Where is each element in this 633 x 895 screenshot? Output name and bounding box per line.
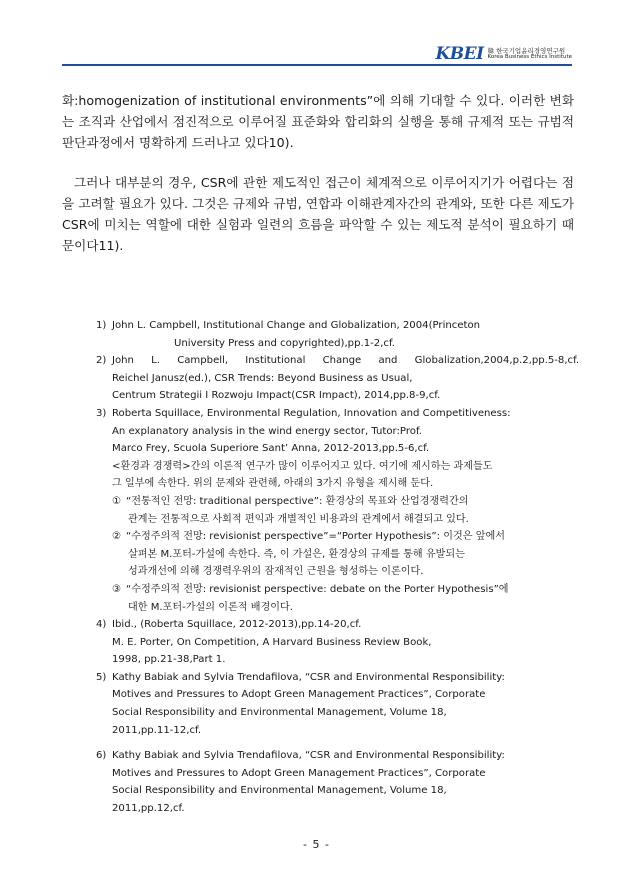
footnote-6: [96, 747, 550, 817]
footnote-line: [112, 493, 550, 511]
footnote-line: [112, 528, 550, 546]
footnote-3-item-3: [112, 581, 550, 616]
footnote-number: 3): [96, 407, 107, 419]
circled-number-2: ②: [112, 531, 122, 543]
footnote-line: 성과개선에 의해 경쟁력우위의 잠재적인 근원을 형성하는 이론이다.: [128, 566, 424, 578]
page-header: [62, 44, 572, 68]
footnote-number: 4): [96, 619, 107, 631]
footnote-line: Reichel Janusz(ed.), CSR Trends: Beyond Business as Usual,: [112, 372, 413, 384]
footnote-line: 1998, pp.21-38,Part 1.: [112, 654, 226, 666]
footnote-line: Motives and Pressures to Adopt Green Management Practices”, Corporate: [112, 767, 486, 779]
footnote-line: Social Responsibility and Environmental Management, Volume 18,: [112, 707, 447, 719]
footnote-3-item-2: [112, 528, 550, 581]
footnote-line: John L. Campbell, Institutional Change and Globalization,2004,p.2,pp.5-8,cf.: [112, 355, 580, 367]
footnote-line: 관계는 전통적으로 사회적 편익과 개별적인 비용과의 관계에서 해결되고 있다.: [128, 513, 469, 525]
footnote-line: Roberta Squillace, Environmental Regulation, Innovation and Competitiveness:: [112, 407, 511, 419]
page-number: - 5 -: [303, 838, 330, 851]
logo-korean-name: 韓 한국기업윤리경영연구원: [487, 46, 566, 55]
footnote-line: Ibid., (Roberta Squillace, 2012-2013),pp.14-20,cf.: [112, 619, 362, 631]
circled-number-3: ③: [112, 583, 122, 595]
item-text: “수정주의적 전망: revisionist perspective”=“Porter Hypothesis”: 이것은 앞에서: [126, 531, 505, 543]
footnote-3: [96, 405, 550, 616]
footnote-line: Kathy Babiak and Sylvia Trendafilova, “CSR and Environmental Responsibility:: [112, 750, 505, 762]
footnote-line: 2011,pp.12,cf.: [112, 803, 185, 815]
footnote-line: 살펴본 M.포터-가설에 속한다. 즉, 이 가설은, 환경상의 규제를 통해 유발되는: [128, 548, 465, 560]
footnote-number: 2): [96, 355, 107, 367]
footnote-number: 6): [96, 750, 107, 762]
footnote-line: 대한 M.포터-가설의 이론적 배경이다.: [128, 601, 293, 613]
footnote-line: Motives and Pressures to Adopt Green Management Practices”, Corporate: [112, 689, 486, 701]
footnote-5: [96, 669, 550, 739]
circled-number-1: ①: [112, 495, 122, 507]
footnotes: [96, 317, 580, 818]
logo-mark: KBEI: [435, 43, 484, 64]
footnote-line: M. E. Porter, On Competition, A Harvard Business Review Book,: [112, 636, 432, 648]
footnote-line: John L. Campbell, Institutional Change and Globalization, 2004(Princeton: [112, 320, 481, 331]
logo-english-name: Korea Business Ethics Institute: [487, 54, 572, 60]
footnote-line: Marco Frey, Scuola Superiore Sant’ Anna, 2012-2013,pp.5-6,cf.: [112, 443, 430, 455]
footnote-4: [96, 616, 550, 669]
footnote-line: 그 일부에 속한다. 위의 문제와 관련해, 아래의 3가지 유형을 제시해 둔다.: [112, 478, 434, 490]
footnote-line: Centrum Strategii I Rozwoju Impact(CSR Impact), 2014,pp.8-9,cf.: [112, 390, 441, 402]
body-paragraph-2: 그러나 대부분의 경우, CSR에 관한 제도적인 접근이 체계적으로 이루어지기가 어렵다는 점을 고려할 필요가 있다. 그것은 규제와 규범, 연합과 이해관계자간의 관계와, 또한 다른 제도가 CSR에 미치는 역할에 대한 실험과 일련의 흐름을 파악할 수 있는 제도적 분석이 필요하기 때문이다11).: [62, 175, 574, 253]
item-text: “수정주의적 전망: revisionist perspective: debate on the Porter Hypothesis”에: [126, 583, 509, 595]
footnote-line: An explanatory analysis in the wind energy sector, Tutor:Prof.: [112, 425, 422, 437]
logo-text: [488, 48, 572, 61]
footnote-number: 1): [96, 320, 107, 331]
item-text: “전통적인 전망: traditional perspective”: 환경상의 목표와 산업경쟁력간의: [126, 495, 469, 507]
footnote-1: [96, 317, 550, 352]
footnote-line: [112, 581, 550, 599]
footnote-line: 2011,pp.11-12,cf.: [112, 724, 202, 736]
footnote-line: <환경과 경쟁력>간의 이론적 연구가 많이 이루어지고 있다. 여기에 제시하는 과제들도: [112, 460, 493, 472]
kbei-logo: [435, 44, 572, 64]
footnote-3-item-1: [112, 493, 550, 528]
footnote-line: Kathy Babiak and Sylvia Trendafilova, “CSR and Environmental Responsibility:: [112, 671, 505, 683]
footnote-number: 5): [96, 671, 107, 683]
footnote-line: University Press and copyrighted),pp.1-2,cf.: [174, 337, 395, 349]
footnote-2: [96, 352, 580, 405]
footnote-line: Social Responsibility and Environmental Management, Volume 18,: [112, 785, 447, 797]
body-paragraph-1: 화:homogenization of institutional environments”에 의해 기대할 수 있다. 이러한 변화는 조직과 산업에서 점진적으로 이루어질 표준화와 합리화의 실행을 통해 규제적 또는 규범적 판단과정에서 명확하게 드러나고 있다10).: [62, 93, 574, 150]
header-divider: [62, 64, 572, 66]
